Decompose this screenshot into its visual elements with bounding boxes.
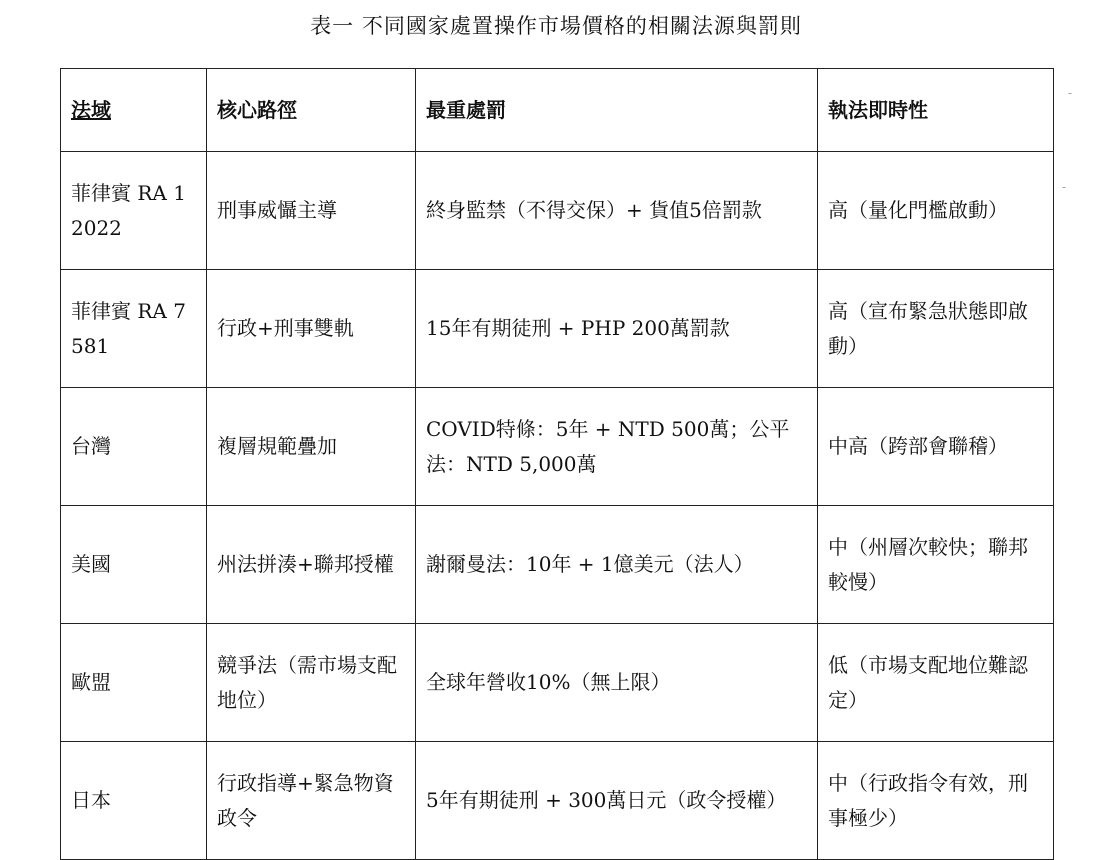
cell-core-approach: 行政+刑事雙軌 [207, 270, 416, 388]
cell-core-approach: 行政指導+緊急物資政令 [207, 742, 416, 860]
table-row [61, 624, 1054, 742]
end-of-row-mark: - [1062, 180, 1067, 194]
cell-enforcement: 低（市場支配地位難認定） [818, 624, 1054, 742]
table-title: 表一 不同國家處置操作市場價格的相關法源與罰則 [310, 14, 802, 38]
cell-max-penalty: 5年有期徒刑 + 300萬日元（政令授權） [416, 742, 818, 860]
cell-core-approach: 刑事威懾主導 [207, 152, 416, 270]
penalty-table [60, 68, 1054, 860]
header-jurisdiction: 法域 [61, 69, 207, 152]
table-row [61, 152, 1054, 270]
table-row [61, 742, 1054, 860]
cell-jurisdiction: 菲律賓 RA 7581 [61, 270, 207, 388]
cell-enforcement: 高（宣布緊急狀態即啟動） [818, 270, 1054, 388]
header-enforcement-timeliness: 執法即時性 [818, 69, 1054, 152]
cell-max-penalty: 終身監禁（不得交保）+ 貨值5倍罰款 [416, 152, 818, 270]
table-row [61, 388, 1054, 506]
cell-max-penalty: COVID特條：5年 + NTD 500萬；公平法：NTD 5,000萬 [416, 388, 818, 506]
cell-jurisdiction: 歐盟 [61, 624, 207, 742]
table-header-row [61, 69, 1054, 152]
end-of-row-mark: - [1068, 86, 1073, 100]
cell-jurisdiction: 台灣 [61, 388, 207, 506]
table-row [61, 270, 1054, 388]
cell-core-approach: 複層規範疊加 [207, 388, 416, 506]
cell-max-penalty: 15年有期徒刑 + PHP 200萬罰款 [416, 270, 818, 388]
cell-enforcement: 中（行政指令有效，刑事極少） [818, 742, 1054, 860]
cell-jurisdiction: 菲律賓 RA 12022 [61, 152, 207, 270]
cell-max-penalty: 謝爾曼法：10年 + 1億美元（法人） [416, 506, 818, 624]
cell-jurisdiction: 美國 [61, 506, 207, 624]
cell-core-approach: 競爭法（需市場支配地位） [207, 624, 416, 742]
table-row [61, 506, 1054, 624]
cell-jurisdiction: 日本 [61, 742, 207, 860]
cell-core-approach: 州法拼湊+聯邦授權 [207, 506, 416, 624]
cell-enforcement: 中高（跨部會聯稽） [818, 388, 1054, 506]
cell-enforcement: 高（量化門檻啟動） [818, 152, 1054, 270]
cell-enforcement: 中（州層次較快；聯邦較慢） [818, 506, 1054, 624]
header-max-penalty: 最重處罰 [416, 69, 818, 152]
cell-max-penalty: 全球年營收10%（無上限） [416, 624, 818, 742]
header-core-approach: 核心路徑 [207, 69, 416, 152]
